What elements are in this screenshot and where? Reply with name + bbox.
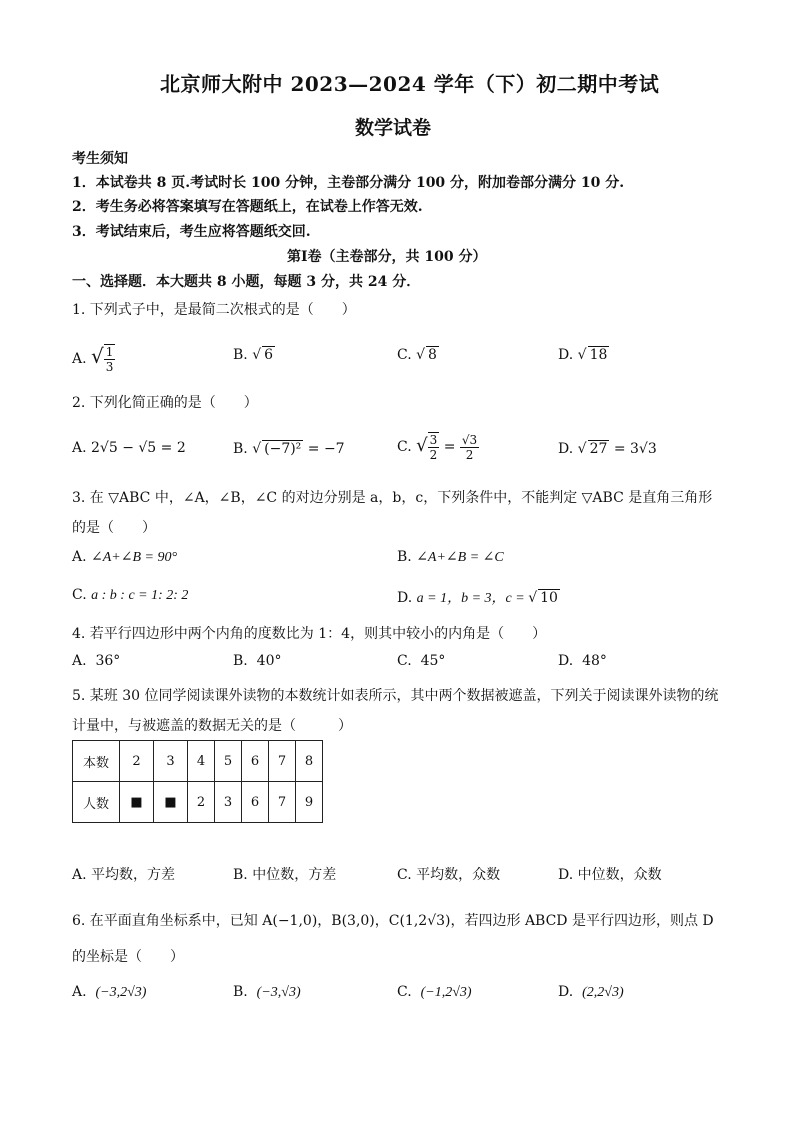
table-cell: 2: [120, 741, 154, 782]
q5-data-table: [72, 740, 323, 823]
q3-c-expression: a : b : c = 1: 2: 2: [91, 588, 189, 603]
q1-label-a: A.: [72, 351, 87, 367]
q2-label-c: C.: [397, 439, 412, 455]
q2-b-radicand: (−7)²: [264, 441, 302, 457]
table-row-people: [73, 782, 323, 823]
q4-label-c: C.: [397, 653, 412, 669]
q5-option-b: [233, 864, 336, 884]
q5-a-text: 平均数，方差: [91, 867, 176, 883]
exam-subtitle: 数学试卷: [355, 117, 432, 139]
q2-label-a: A.: [72, 440, 87, 456]
q4-b-value: 40°: [256, 653, 282, 669]
notice-item-3: 3．考试结束后，考生应将答题纸交回.: [72, 224, 311, 240]
table-cell: 8: [296, 741, 323, 782]
q3-d-expression: a = 1，b = 3，c =: [416, 591, 529, 606]
q6-label-c: C.: [397, 984, 412, 1000]
section-title: 第Ⅰ卷（主卷部分，共 100 分）: [287, 249, 487, 265]
q3-stem-line1: 3. 在 ▽ABC 中，∠A，∠B，∠C 的对边分别是 a，b，c，下列条件中，不能判定 ▽ABC 是直角三角形: [72, 490, 713, 506]
table-cell: 4: [188, 741, 215, 782]
q2-b-rhs: = −7: [303, 441, 345, 457]
q1-stem: 1. 下列式子中，是最简二次根式的是（ ）: [72, 302, 356, 318]
q6-option-a: [72, 984, 146, 1001]
q1-label-d: D.: [558, 347, 574, 363]
q3-d-radicand: 10: [540, 590, 558, 606]
table-cell: 7: [269, 782, 296, 823]
q6-stem-line2: 的坐标是（ ）: [72, 949, 184, 965]
table-header-books: 本数: [73, 741, 120, 782]
q5-stem-line2: 计量中，与被遮盖的数据无关的是（ ）: [72, 718, 352, 734]
q2-option-b: B. √ (−7)² = −7: [233, 441, 345, 457]
table-header-people: 人数: [73, 782, 120, 823]
q4-option-a: [72, 653, 120, 669]
table-cell: 3: [215, 782, 242, 823]
q2-option-c: C. √ $\frac{3}{2}$ = $\frac{√3}{2}$: [397, 432, 478, 462]
notice-item-2: 2．考生务必将答案填写在答题纸上，在试卷上作答无效.: [72, 199, 423, 215]
q2-label-b: B.: [233, 441, 248, 457]
q1-option-a: A. √ $\frac{1}{3}$: [72, 344, 114, 374]
q5-option-d: [558, 864, 662, 884]
q3-label-c: C.: [72, 587, 87, 603]
q1-a-denominator: 3: [105, 360, 114, 374]
q6-c-coord: (−1,2√3): [420, 985, 472, 1000]
q2-stem: 2. 下列化简正确的是（ ）: [72, 395, 258, 411]
q2-a-expression: 2√5 − √5 = 2: [91, 440, 186, 456]
q2-option-a: [72, 440, 186, 456]
q4-label-a: A.: [72, 653, 87, 669]
q3-option-b: [397, 549, 504, 566]
q1-c-radicand: 8: [428, 347, 437, 363]
q4-label-d: D.: [558, 653, 574, 669]
q6-label-d: D.: [558, 984, 574, 1000]
q5-label-a: A.: [72, 867, 87, 883]
q3-stem-line2: 的是（ ）: [72, 520, 156, 536]
table-cell: 9: [296, 782, 323, 823]
q4-option-d: [558, 653, 607, 669]
q5-d-text: 中位数，众数: [577, 867, 662, 883]
q3-option-a: [72, 549, 177, 566]
q4-a-value: 36°: [95, 653, 121, 669]
q6-option-d: [558, 984, 624, 1001]
q5-label-c: C.: [397, 867, 412, 883]
q5-b-text: 中位数，方差: [252, 867, 337, 883]
q2-c-rhs-denominator: 2: [465, 447, 474, 462]
table-cell: 7: [269, 741, 296, 782]
q1-a-numerator: 1: [105, 345, 114, 359]
q2-d-rhs: = 3√3: [609, 441, 657, 457]
table-cell-masked: ■: [120, 782, 154, 823]
q6-option-b: [233, 984, 301, 1001]
exam-title: 北京师大附中 2023—2024 学年（下）初二期中考试: [160, 72, 660, 96]
q5-c-text: 平均数，众数: [416, 867, 501, 883]
q5-option-a: [72, 864, 175, 884]
q2-d-radicand: 27: [589, 441, 608, 457]
q5-label-d: D.: [558, 867, 574, 883]
q3-option-d: D. a = 1，b = 3，c = √ 10: [397, 590, 558, 606]
table-cell: 3: [154, 741, 188, 782]
q6-option-c: [397, 984, 472, 1001]
q5-option-c: [397, 864, 500, 884]
q4-d-value: 48°: [582, 653, 607, 669]
q1-b-radicand: 6: [264, 347, 274, 363]
table-cell: 6: [242, 782, 269, 823]
notice-heading: 考生须知: [72, 151, 128, 167]
q6-stem-line1: 6. 在平面直角坐标系中，已知 A(−1,0)，B(3,0)，C(1,2√3)，若四边形 ABCD 是平行四边形，则点 D: [72, 913, 714, 929]
table-cell: 5: [215, 741, 242, 782]
q6-a-coord: (−3,2√3): [95, 985, 147, 1000]
q2-c-numerator: 3: [429, 433, 438, 447]
q2-c-rhs-numerator: √3: [461, 432, 478, 447]
q2-option-d: D. √ 27 = 3√3: [558, 441, 657, 457]
q4-stem: 4. 若平行四边形中两个内角的度数比为 1：4，则其中较小的内角是（ ）: [72, 626, 547, 642]
q3-label-a: A.: [72, 549, 87, 565]
table-cell-masked: ■: [154, 782, 188, 823]
q4-label-b: B.: [233, 653, 248, 669]
q4-c-value: 45°: [420, 653, 446, 669]
table-cell: 6: [242, 741, 269, 782]
q6-d-coord: (2,2√3): [582, 985, 624, 1000]
q1-label-c: C.: [397, 347, 412, 363]
q3-option-c: [72, 587, 188, 604]
q1-option-c: C. √ 8: [397, 347, 437, 363]
q1-option-d: D. √ 18: [558, 347, 608, 363]
q3-label-b: B.: [397, 549, 412, 565]
q5-stem-line1: 5. 某班 30 位同学阅读课外读物的本数统计如表所示，其中两个数据被遮盖，下列关于阅读课外读物的统: [72, 688, 719, 704]
q4-option-c: [397, 653, 445, 669]
q6-label-b: B.: [233, 984, 248, 1000]
q1-label-b: B.: [233, 347, 248, 363]
part1-heading: 一、选择题．本大题共 8 小题，每题 3 分，共 24 分．: [72, 274, 421, 290]
q2-label-d: D.: [558, 441, 574, 457]
q3-a-expression: ∠A+∠B = 90°: [91, 550, 178, 565]
q6-label-a: A.: [72, 984, 87, 1000]
q4-option-b: [233, 653, 281, 669]
q1-option-b: B. √ 6: [233, 347, 274, 363]
notice-item-1: 1．本试卷共 8 页.考试时长 100 分钟，主卷部分满分 100 分，附加卷部分满分 10 分.: [72, 175, 625, 191]
q1-d-radicand: 18: [589, 347, 608, 363]
q3-label-d: D.: [397, 590, 413, 606]
q6-b-coord: (−3,√3): [256, 985, 301, 1000]
table-row-books: [73, 741, 323, 782]
q2-c-denominator: 2: [429, 448, 438, 462]
q3-b-expression: ∠A+∠B = ∠C: [416, 550, 504, 565]
table-cell: 2: [188, 782, 215, 823]
q5-label-b: B.: [233, 867, 248, 883]
